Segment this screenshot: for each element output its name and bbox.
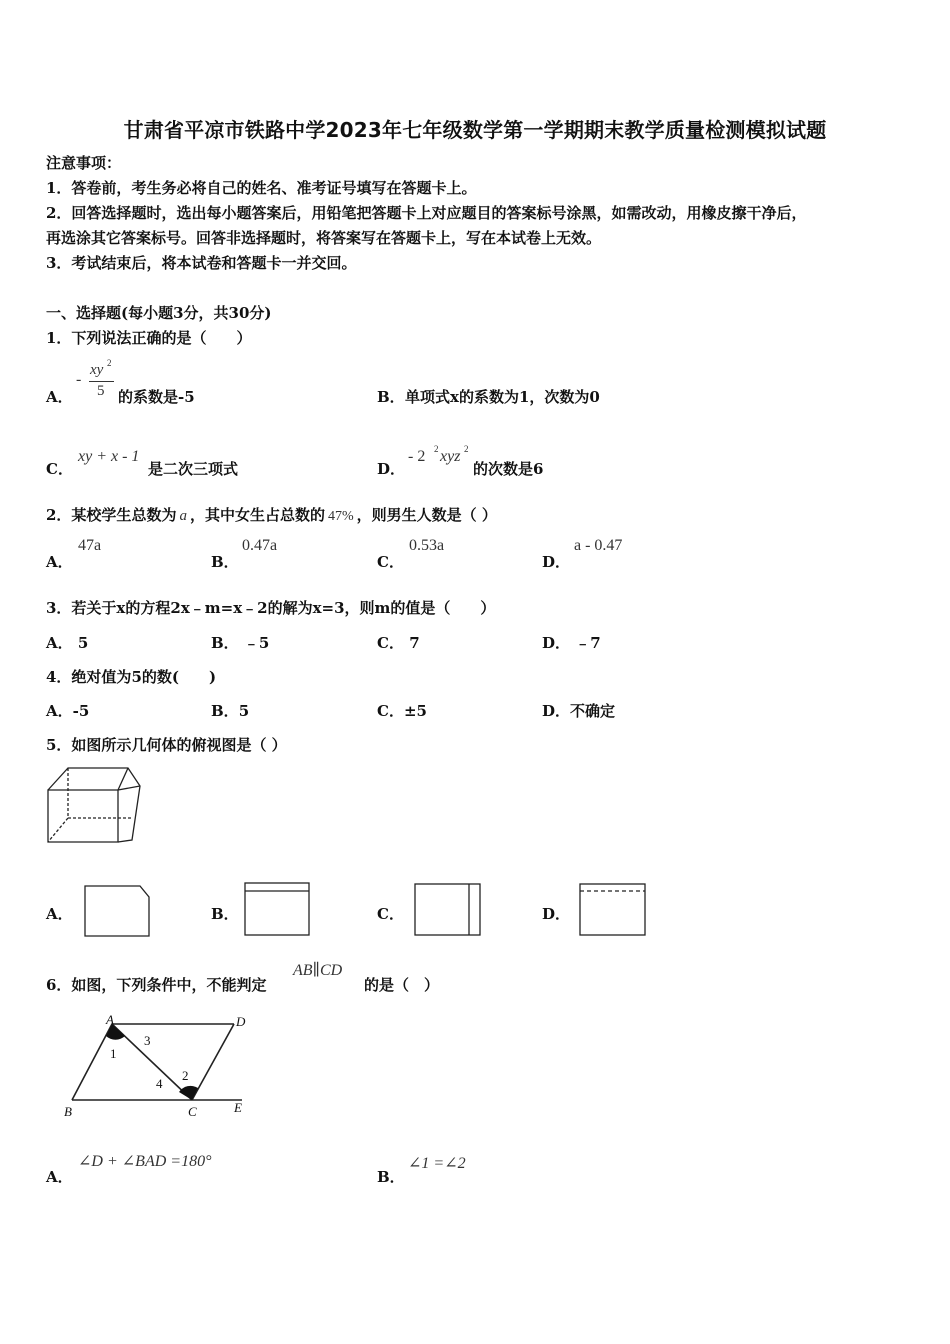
label-C: C <box>188 1104 197 1119</box>
q2-option-a-label: A． <box>46 553 73 571</box>
exponent: 2 <box>107 358 112 368</box>
q1-option-c-math: xy + x - 1 <box>78 448 140 465</box>
label: D． <box>542 634 571 652</box>
label-D: D <box>236 1014 246 1029</box>
label-A: A <box>106 1012 114 1027</box>
question-4-stem: 4．绝对值为5的数( ) <box>46 668 217 686</box>
var: a <box>179 508 187 524</box>
stem-part: 2．某校学生总数为 <box>46 506 177 524</box>
label: B． <box>211 702 239 720</box>
q6-option-a-label: A． <box>46 1168 73 1186</box>
notice-item: 再选涂其它答案标号。回答非选择题时，将答案写在答题卡上，写在本试卷上无效。 <box>46 229 602 247</box>
q3-option-d <box>542 632 601 653</box>
label-3: 3 <box>144 1033 151 1048</box>
notice-heading: 注意事项： <box>46 154 122 172</box>
value: 5 <box>238 702 250 720</box>
q6-option-b-math: ∠1 =∠2 <box>408 1155 466 1172</box>
q2-option-b-math: 0.47a <box>242 537 278 554</box>
stem-part: ，则男生人数是（ ） <box>356 506 497 524</box>
label-B: B <box>64 1104 72 1119</box>
q5-option-d-label: D． <box>542 905 571 923</box>
q2-option-b-label: B． <box>211 553 239 571</box>
q1-option-a-label: A． <box>46 388 73 406</box>
q5-option-a-view <box>84 885 150 937</box>
percent: 47% <box>327 509 354 524</box>
q6-option-b-label: B． <box>377 1168 405 1186</box>
label: A． <box>46 634 73 652</box>
notice-item: 3．考试结束后，将本试卷和答题卡一并交回。 <box>46 254 357 272</box>
question-1-stem: 1．下列说法正确的是（ ） <box>46 329 252 347</box>
q3-option-b <box>211 632 269 653</box>
exponent: 2 <box>434 444 439 454</box>
q1-option-c-text: 是二次三项式 <box>148 460 239 478</box>
parallelogram-figure <box>62 1012 257 1122</box>
label: C． <box>377 634 404 652</box>
q4-option-a <box>46 700 89 721</box>
q4-option-b <box>211 700 249 721</box>
q1-option-b-text: 单项式x的系数为1，次数为0 <box>405 388 600 406</box>
q1-option-b-label: B． <box>377 388 405 406</box>
question-5-stem: 5．如图所示几何体的俯视图是（ ） <box>46 736 287 754</box>
label: C． <box>377 702 404 720</box>
minus-sign: - <box>76 371 82 388</box>
q5-option-a-label: A． <box>46 905 73 923</box>
value: ﹣7 <box>575 634 601 652</box>
question-2-stem <box>46 504 497 525</box>
label: A． <box>46 702 73 720</box>
q2-option-c-label: C． <box>377 553 404 571</box>
value: 5 <box>77 634 89 652</box>
q5-option-d-view <box>579 883 649 936</box>
q2-option-d-math: a - 0.47 <box>574 537 623 554</box>
q2-option-c-math: 0.53a <box>409 537 445 554</box>
question-6-stem-part: 的是（ ） <box>364 976 440 994</box>
q5-option-b-view <box>244 882 310 936</box>
math-part: xyz <box>440 448 461 465</box>
label-1: 1 <box>110 1046 117 1061</box>
q2-option-d-label: D． <box>542 553 571 571</box>
value: -5 <box>72 702 90 720</box>
q1-option-d-label: D． <box>377 460 406 478</box>
question-3-stem: 3．若关于x的方程2x﹣m=x﹣2的解为x=3，则m的值是（ ） <box>46 599 496 617</box>
q1-option-c-label: C． <box>46 460 73 478</box>
q4-option-d <box>542 700 615 721</box>
section-heading: 一、选择题(每小题3分，共30分) <box>46 304 272 322</box>
label: B． <box>211 634 239 652</box>
label-4: 4 <box>156 1076 163 1091</box>
question-6-stem-part: 6．如图，下列条件中，不能判定 <box>46 976 267 994</box>
stem-part: ，其中女生占总数的 <box>189 506 325 524</box>
value: ﹣5 <box>243 634 270 652</box>
notice-item: 2．回答选择题时，选出每小题答案后，用铅笔把答题卡上对应题目的答案标号涂黑，如需改动，用橡皮擦干净后， <box>46 204 807 222</box>
notice-item: 1．答卷前，考生务必将自己的姓名、准考证号填写在答题卡上。 <box>46 179 477 197</box>
value: 7 <box>409 634 420 652</box>
q5-option-c-label: C． <box>377 905 404 923</box>
value: 不确定 <box>570 702 616 720</box>
q5-option-b-label: B． <box>211 905 239 923</box>
q4-option-c <box>377 700 427 721</box>
page-title: 甘肃省平凉市铁路中学2023年七年级数学第一学期期末教学质量检测模拟试题 <box>123 118 827 142</box>
numerator: xy <box>90 362 104 378</box>
solid-figure <box>46 766 142 846</box>
q6-option-a-math: ∠D + ∠BAD =180° <box>78 1153 212 1170</box>
denominator: 5 <box>97 383 105 399</box>
q3-option-c <box>377 632 420 653</box>
q5-option-c-view <box>414 883 481 936</box>
value: ±5 <box>403 702 427 720</box>
label-2: 2 <box>182 1068 189 1083</box>
q1-option-a-text: 的系数是-5 <box>118 388 195 406</box>
label: D． <box>542 702 571 720</box>
label-E: E <box>234 1100 242 1115</box>
question-6-math: AB∥CD <box>293 962 343 979</box>
q2-option-a-math: 47a <box>78 537 102 554</box>
exponent: 2 <box>464 444 469 454</box>
q3-option-a <box>46 632 88 653</box>
q1-option-d-text: 的次数是6 <box>473 460 544 478</box>
math-part: - 2 <box>408 448 426 465</box>
